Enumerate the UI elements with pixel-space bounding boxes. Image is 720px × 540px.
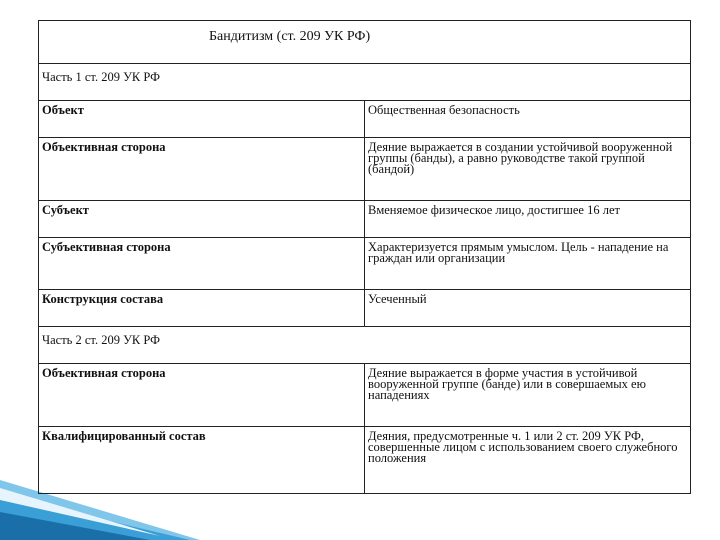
- row-label: Объективная сторона: [39, 364, 365, 427]
- table-row: [39, 427, 691, 494]
- table-row: [39, 138, 691, 201]
- row-value: Деяние выражается в форме участия в устойчивой вооруженной группе (банде) или в совершаемых ею нападениях: [365, 364, 691, 427]
- row-value: Общественная безопасность: [365, 101, 691, 138]
- row-label: Объект: [39, 101, 365, 138]
- part-2-heading: Часть 2 ст. 209 УК РФ: [39, 327, 691, 364]
- row-label: Конструкция состава: [39, 290, 365, 327]
- part-1-row: [39, 64, 691, 101]
- table-row: [39, 364, 691, 427]
- row-value: Деяния, предусмотренные ч. 1 или 2 ст. 209 УК РФ, совершенные лицом с использованием своего служебного положения: [365, 427, 691, 494]
- table-title: Бандитизм (ст. 209 УК РФ): [39, 21, 691, 64]
- table-row: [39, 101, 691, 138]
- table-row: [39, 290, 691, 327]
- part-1-heading: Часть 1 ст. 209 УК РФ: [39, 64, 691, 101]
- table-row: [39, 238, 691, 290]
- table-title-row: [39, 21, 691, 64]
- row-value: Вменяемое физическое лицо, достигшее 16 лет: [365, 201, 691, 238]
- row-value: Характеризуется прямым умыслом. Цель - нападение на граждан или организации: [365, 238, 691, 290]
- row-label: Субъективная сторона: [39, 238, 365, 290]
- row-label: Объективная сторона: [39, 138, 365, 201]
- row-value: Деяние выражается в создании устойчивой вооруженной группы (банды), а равно руководстве такой группой (бандой): [365, 138, 691, 201]
- row-label: Квалифицированный состав: [39, 427, 365, 494]
- row-value: Усеченный: [365, 290, 691, 327]
- table-row: [39, 201, 691, 238]
- banditry-table: [38, 20, 691, 494]
- row-label: Субъект: [39, 201, 365, 238]
- part-2-row: [39, 327, 691, 364]
